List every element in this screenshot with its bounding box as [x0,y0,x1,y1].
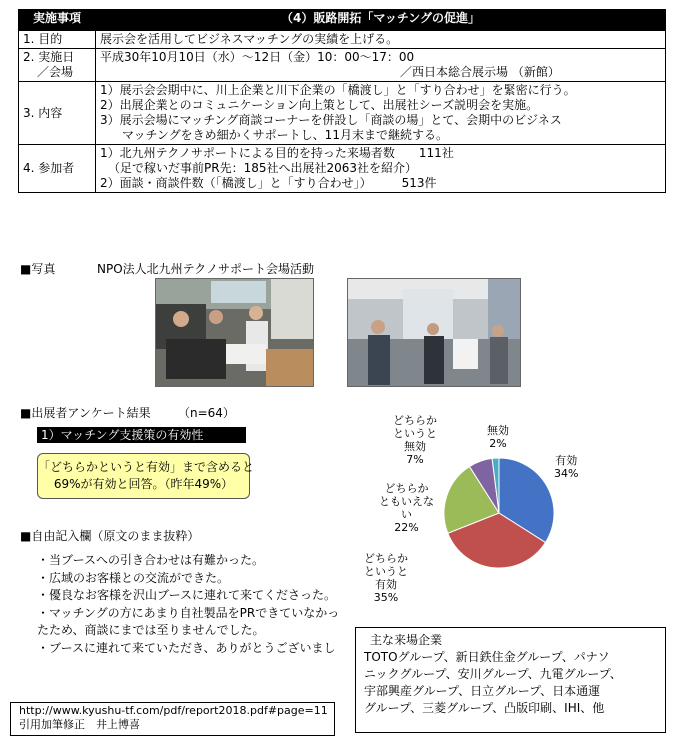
survey-note-line: 「どちらかというと有効」まで含めると [38,460,255,474]
row-label: 4. 参加者 [19,145,96,193]
pie-label-effective: 有効 34% [554,454,579,480]
survey-subtitle: 1）マッチング支援策の有効性 [37,427,246,443]
pie-label-neutral: どちらか ともいえな い 22% [379,482,434,534]
free-comments-title: ■自由記入欄（原文のまま抜粋） [20,529,200,543]
clients-line: TOTOグループ、新日鉄住金グループ、パナソ [364,650,610,664]
photo-section-label: ■写真 [20,262,56,276]
row-text: 1）展示会会期中に、川上企業と川下企業の「橋渡し」と「すり合わせ」を緊密に行う。 [100,83,576,97]
row-label: 3. 内容 [19,82,96,145]
list-item: ・広域のお客様との交流ができた。 [37,570,230,585]
list-item: たため、商談にまでは至りませんでした。 [37,623,265,637]
row-text: 1）北九州テクノサポートによる目的を持った来場者数 111社 [100,146,454,160]
row-text: 2）出展企業とのコミュニケーション向上策として、出展社シーズ説明会を実施。 [100,98,539,112]
row-text: 2）面談・商談件数（「橋渡し」と「すり合わせ」） 513件 [100,176,437,190]
list-item: ・優良なお客様を沢山ブースに連れて来てくださった。 [37,588,337,602]
list-item: ・マッチングの方にあまり自社製品をPRできていなかっ [37,605,340,620]
survey-sample-size: （n=64） [178,406,235,420]
table-row [19,145,666,193]
row-text: 3）展示会場にマッチング商談コーナーを併設し「商談の場」とて、会期中のビジネス [100,113,562,127]
pie-label-ineffective: 無効 2% [487,424,509,450]
major-visitors-box [355,627,666,733]
row-text: 平成30年10月10日（水）～12日（金）10：00～17：00 [100,50,415,64]
photo-booth-activity-2 [347,278,521,387]
list-item: ・当ブースへの引き合わせは有難かった。 [37,553,265,567]
row-label: 2. 実施日 [23,50,75,64]
source-note: 引用加筆修正 井上博喜 [19,718,140,731]
table-row [19,82,666,145]
survey-note [37,453,255,499]
list-item: ・ブースに連れて来ていただき、ありがとうございまし [37,640,336,655]
survey-note-line: 69%が有効と回答。（昨年49%） [53,477,234,491]
row-label: 1. 目的 [19,31,96,49]
row-text: 展示会を活用してビジネスマッチングの実績を上げる。 [100,32,399,46]
summary-table [18,9,666,193]
source-url[interactable]: http://www.kyushu-tf.com/pdf/report2018.pdf#page=11 [19,704,328,717]
photo-caption: NPO法人北九州テクノサポート会場活動 [97,262,314,276]
table-header-title: （4）販路開拓「マッチングの促進」 [96,10,666,31]
row-text: （足で稼いだ事前PR先：185社へ出展社2063社を紹介） [108,161,418,175]
table-row [19,31,666,49]
table-row [19,49,666,82]
survey-title: ■出展者アンケート結果 [20,406,151,420]
clients-line: グループ、三菱グループ、凸版印刷、IHI、他 [364,701,605,715]
clients-line: 宇部興産グループ、日立グループ、日本通運 [364,684,601,698]
pie-label-somewhat-effective: どちらか というと 有効 35% [364,552,408,604]
free-comments-list [37,552,339,657]
source-box [10,702,335,736]
clients-title: 主な来場企業 [370,633,443,647]
row-label-sub: ／会場 [37,65,74,79]
pie-label-somewhat-ineffective: どちらか というと 無効 7% [393,414,437,466]
photo-booth-activity-1 [155,278,314,387]
table-header-label: 実施事項 [19,10,96,31]
clients-line: ニックグループ、安川グループ、九電グループ、 [364,667,622,681]
row-text: マッチングをきめ細かくサポートし、11月末まで継続する。 [122,128,448,142]
row-text: ／西日本総合展示場 （新館） [400,65,560,79]
